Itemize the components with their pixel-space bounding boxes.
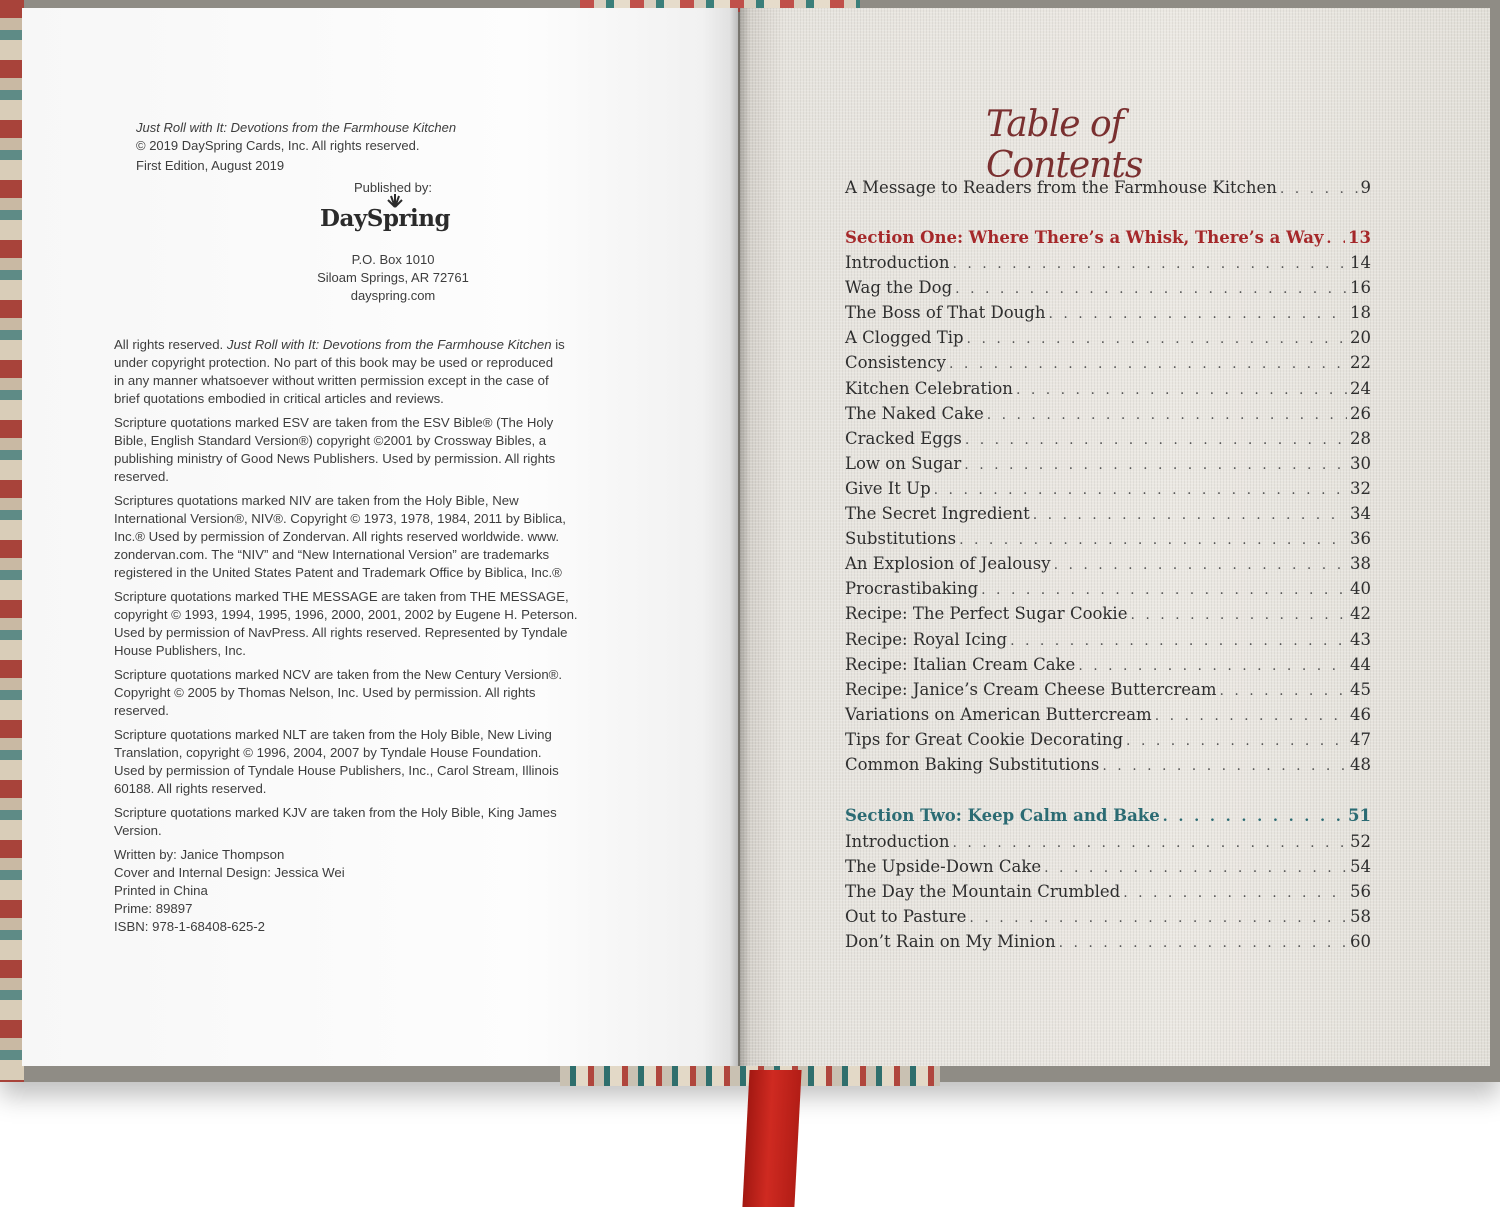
rights-line: brief quotations embodied in critical articles and reviews.: [114, 391, 444, 406]
dot-leader: [1054, 557, 1347, 573]
toc-entry-page: 42: [1350, 604, 1371, 624]
ncv-line: Scripture quotations marked NCV are taken from the New Century Version®.: [114, 667, 563, 682]
dot-leader: [1219, 683, 1347, 699]
rights-line: in any manner whatsoever without written permission except in the case of: [114, 373, 549, 388]
toc-entry-title: Cracked Eggs: [845, 428, 962, 448]
niv-line: International Version®, NIV®. Copyright © 1973, 1978, 1984, 2011 by Biblica,: [114, 511, 566, 526]
toc-entry-page: 36: [1350, 529, 1371, 549]
toc-entry[interactable]: [845, 730, 1371, 752]
rights-first-line: All rights reserved. Just Roll with It: Devotions from the Farmhouse Kitchen is: [114, 337, 565, 352]
ncv-line: reserved.: [114, 703, 169, 718]
dayspring-logo: DaySpring: [320, 205, 451, 232]
dot-leader: [1078, 658, 1347, 674]
toc-entry[interactable]: [845, 303, 1371, 325]
toc-entry-page: 28: [1350, 428, 1371, 448]
nlt-line: Scripture quotations marked NLT are taken from the Holy Bible, New Living: [114, 727, 552, 742]
esv-line: Scripture quotations marked ESV are taken from the ESV Bible® (The Holy: [114, 415, 554, 430]
toc-entry-page: 38: [1350, 554, 1371, 574]
toc-entry[interactable]: [845, 429, 1371, 451]
rights-paragraph: [114, 336, 634, 408]
page-gutter: [730, 8, 750, 1066]
toc-entry[interactable]: [845, 353, 1371, 375]
toc-entry[interactable]: [845, 832, 1371, 854]
kjv-line: Scripture quotations marked KJV are taken from the Holy Bible, King James: [114, 805, 557, 820]
dot-leader: [953, 835, 1348, 851]
toc-entry-page: 16: [1350, 278, 1371, 298]
toc-entry-page: 60: [1350, 932, 1371, 952]
toc-entry-page: 34: [1350, 504, 1371, 523]
toc-entry-title: The Secret Ingredient: [845, 504, 1030, 523]
toc-entry[interactable]: [845, 579, 1371, 601]
toc-entry-title: Recipe: The Perfect Sugar Cookie: [845, 604, 1128, 624]
dot-leader: [1044, 860, 1347, 876]
toc-entry[interactable]: [845, 705, 1371, 727]
toc-entry-title: Substitutions: [845, 529, 957, 549]
toc-entry-page: 20: [1350, 328, 1371, 348]
dot-leader: [1163, 809, 1345, 825]
ncv-line: Copyright © 2005 by Thomas Nelson, Inc. Used by permission. All rights: [114, 685, 536, 700]
toc-entry-title: Recipe: Janice’s Cream Cheese Buttercream: [845, 679, 1217, 699]
toc-entry[interactable]: [845, 504, 1371, 526]
dot-leader: [1059, 935, 1347, 951]
toc-entry[interactable]: [845, 454, 1371, 476]
toc-entry-page: 24: [1350, 378, 1371, 398]
section-page: 51: [1348, 806, 1371, 825]
dot-leader: [1033, 507, 1347, 523]
dot-leader: [1126, 733, 1347, 749]
toc-entry[interactable]: [845, 857, 1371, 879]
toc-entry-page: 46: [1350, 704, 1371, 724]
toc-entry-page: 9: [1360, 178, 1371, 197]
toc-entry[interactable]: [845, 907, 1371, 929]
published-by-label: Published by:: [353, 180, 433, 195]
toc-entry-page: 58: [1350, 907, 1371, 927]
dot-leader: [967, 331, 1347, 347]
toc-entry-title: Tips for Great Cookie Decorating: [845, 729, 1124, 749]
toc-entry-title: Consistency: [845, 353, 946, 373]
dot-leader: [965, 432, 1347, 448]
section-title: Section Two: Keep Calm and Bake: [845, 806, 1160, 825]
cover-pattern-left: [0, 0, 24, 1082]
dot-leader: [987, 407, 1347, 423]
dot-leader: [981, 582, 1347, 598]
toc-entry-intro[interactable]: [845, 178, 1371, 200]
toc-entry[interactable]: [845, 529, 1371, 551]
toc-entry-page: 52: [1350, 832, 1371, 851]
credit-line: Cover and Internal Design: Jessica Wei: [114, 865, 345, 880]
dot-leader: [955, 281, 1347, 297]
dot-leader: [1010, 633, 1347, 649]
toc-entry-page: 32: [1350, 478, 1371, 498]
message-line: Used by permission of NavPress. All rights reserved. Represented by Tyndale: [114, 625, 568, 640]
toc-entry-title: Recipe: Royal Icing: [845, 629, 1008, 649]
book-title-italic: Just Roll with It: Devotions from the Farmhouse Kitchen: [136, 120, 457, 135]
dot-leader: [1123, 885, 1347, 901]
section-page: 13: [1348, 228, 1371, 247]
toc-entry-page: 48: [1350, 755, 1371, 774]
toc-entry-page: 45: [1350, 679, 1371, 699]
kjv-line: Version.: [114, 823, 162, 838]
dot-leader: [969, 910, 1347, 926]
niv-line: registered in the United States Patent and Trademark Office by Biblica, Inc.®: [114, 565, 562, 580]
toc-entry[interactable]: [845, 554, 1371, 576]
rights-line: under copyright protection. No part of this book may be used or reproduced: [114, 355, 554, 370]
toc-entry-page: 18: [1350, 303, 1371, 323]
toc-entry[interactable]: [845, 278, 1371, 300]
toc-entry-page: 47: [1350, 729, 1371, 749]
toc-entry-page: 30: [1350, 453, 1371, 473]
toc-entry-title: An Explosion of Jealousy: [845, 554, 1051, 574]
toc-entry[interactable]: [845, 680, 1371, 702]
nlt-paragraph: [114, 726, 634, 798]
toc-entry-title: Kitchen Celebration: [845, 378, 1013, 398]
toc-entry-page: 26: [1350, 403, 1371, 423]
niv-line: zondervan.com. The “NIV” and “New International Version” are trademarks: [114, 547, 550, 562]
message-line: Scripture quotations marked THE MESSAGE are taken from THE MESSAGE,: [114, 589, 569, 604]
toc-entry-page: 22: [1350, 353, 1371, 373]
toc-entry[interactable]: [845, 379, 1371, 401]
toc-section-one[interactable]: [845, 228, 1371, 250]
toc-entry-title: Introduction: [845, 832, 950, 851]
credit-line: Written by: Janice Thompson: [114, 847, 285, 862]
credit-line: Prime: 89897: [114, 901, 193, 916]
dot-leader: [934, 482, 1347, 498]
ncv-paragraph: [114, 666, 634, 720]
toc-entry[interactable]: [845, 882, 1371, 904]
dot-leader: [949, 356, 1347, 372]
credit-line: ISBN: 978-1-68408-625-2: [114, 919, 266, 934]
dot-leader: [959, 532, 1347, 548]
dot-leader: [1155, 708, 1347, 724]
dot-leader: [1016, 382, 1347, 398]
dot-leader: [1280, 181, 1358, 197]
section-title: Section One: Where There’s a Whisk, There’s a Way: [845, 228, 1324, 247]
nlt-line: 60188. All rights reserved.: [114, 781, 267, 796]
toc-entry[interactable]: [845, 253, 1371, 275]
niv-line: Scriptures quotations marked NIV are taken from the Holy Bible, New: [114, 493, 519, 508]
toc-entry-page: 56: [1350, 882, 1371, 902]
dot-leader: [1130, 607, 1347, 623]
nlt-line: Translation, copyright © 1996, 2004, 2007 by Tyndale House Foundation.: [114, 745, 542, 760]
toc-entry-page: 44: [1350, 654, 1371, 674]
toc-title: Table of Contents: [986, 104, 1143, 186]
toc-entry-page: 43: [1350, 629, 1371, 649]
copyright-line: © 2019 DaySpring Cards, Inc. All rights reserved.: [136, 138, 420, 153]
toc-entry-page: 14: [1350, 253, 1371, 272]
toc-entry-title: A Clogged Tip: [845, 328, 964, 348]
toc-entry-title: Give It Up: [845, 478, 931, 498]
ribbon-bookmark: [742, 1070, 801, 1207]
dot-leader: [1327, 231, 1346, 247]
toc-entry-title: The Day the Mountain Crumbled: [845, 882, 1121, 902]
esv-line: Bible, English Standard Version®) copyright ©2001 by Crossway Bibles, a: [114, 433, 547, 448]
toc-entry-title: Don’t Rain on My Minion: [845, 932, 1056, 952]
edition-line: First Edition, August 2019: [136, 158, 285, 173]
esv-paragraph: [114, 414, 634, 486]
address-line-1: P.O. Box 1010: [351, 252, 435, 267]
address-line-2: Siloam Springs, AR 72761: [317, 270, 469, 285]
nlt-line: Used by permission of Tyndale House Publishers, Inc., Carol Stream, Illinois: [114, 763, 559, 778]
kjv-paragraph: [114, 804, 634, 840]
credits-block: [114, 846, 634, 936]
toc-entry-title: Low on Sugar: [845, 453, 962, 473]
toc-entry-title: Procrastibaking: [845, 579, 979, 599]
toc-entry-title: A Message to Readers from the Farmhouse Kitchen: [845, 178, 1277, 197]
toc-entry-title: The Naked Cake: [845, 403, 984, 423]
toc-entry[interactable]: [845, 755, 1371, 777]
toc-entry[interactable]: [845, 404, 1371, 426]
toc-entry[interactable]: [845, 479, 1371, 501]
toc-section-two[interactable]: [845, 806, 1371, 828]
toc-entry-page: 54: [1350, 857, 1371, 877]
dot-leader: [953, 256, 1348, 272]
toc-entry[interactable]: [845, 328, 1371, 350]
credit-line: Printed in China: [114, 883, 208, 898]
toc-entry-title: The Boss of That Dough: [845, 303, 1046, 323]
niv-paragraph: [114, 492, 634, 582]
toc-entry-title: Wag the Dog: [845, 278, 953, 298]
esv-line: reserved.: [114, 469, 169, 484]
message-paragraph: [114, 588, 634, 660]
toc-entry[interactable]: [845, 630, 1371, 652]
website: dayspring.com: [350, 288, 436, 303]
dot-leader: [1049, 306, 1348, 322]
dot-leader: [1102, 758, 1347, 774]
toc-entry-title: Common Baking Substitutions: [845, 755, 1100, 774]
message-line: copyright © 1993, 1994, 1995, 1996, 2000, 2001, 2002 by Eugene H. Peterson.: [114, 607, 578, 622]
toc-entry-title: Variations on American Buttercream: [845, 704, 1152, 724]
toc-entry[interactable]: [845, 604, 1371, 626]
niv-line: Inc.® Used by permission of Zondervan. All rights reserved worldwide. www.: [114, 529, 560, 544]
toc-entry-title: Recipe: Italian Cream Cake: [845, 654, 1076, 674]
message-line: House Publishers, Inc.: [114, 643, 246, 658]
toc-entry-page: 40: [1350, 579, 1371, 599]
toc-entry-title: The Upside-Down Cake: [845, 857, 1042, 877]
toc-entry[interactable]: [845, 655, 1371, 677]
toc-entry[interactable]: [845, 932, 1371, 954]
toc-entry-title: Introduction: [845, 253, 950, 272]
esv-line: publishing ministry of Good News Publishers. Used by permission. All rights: [114, 451, 556, 466]
dot-leader: [964, 457, 1347, 473]
toc-entry-title: Out to Pasture: [845, 907, 967, 927]
